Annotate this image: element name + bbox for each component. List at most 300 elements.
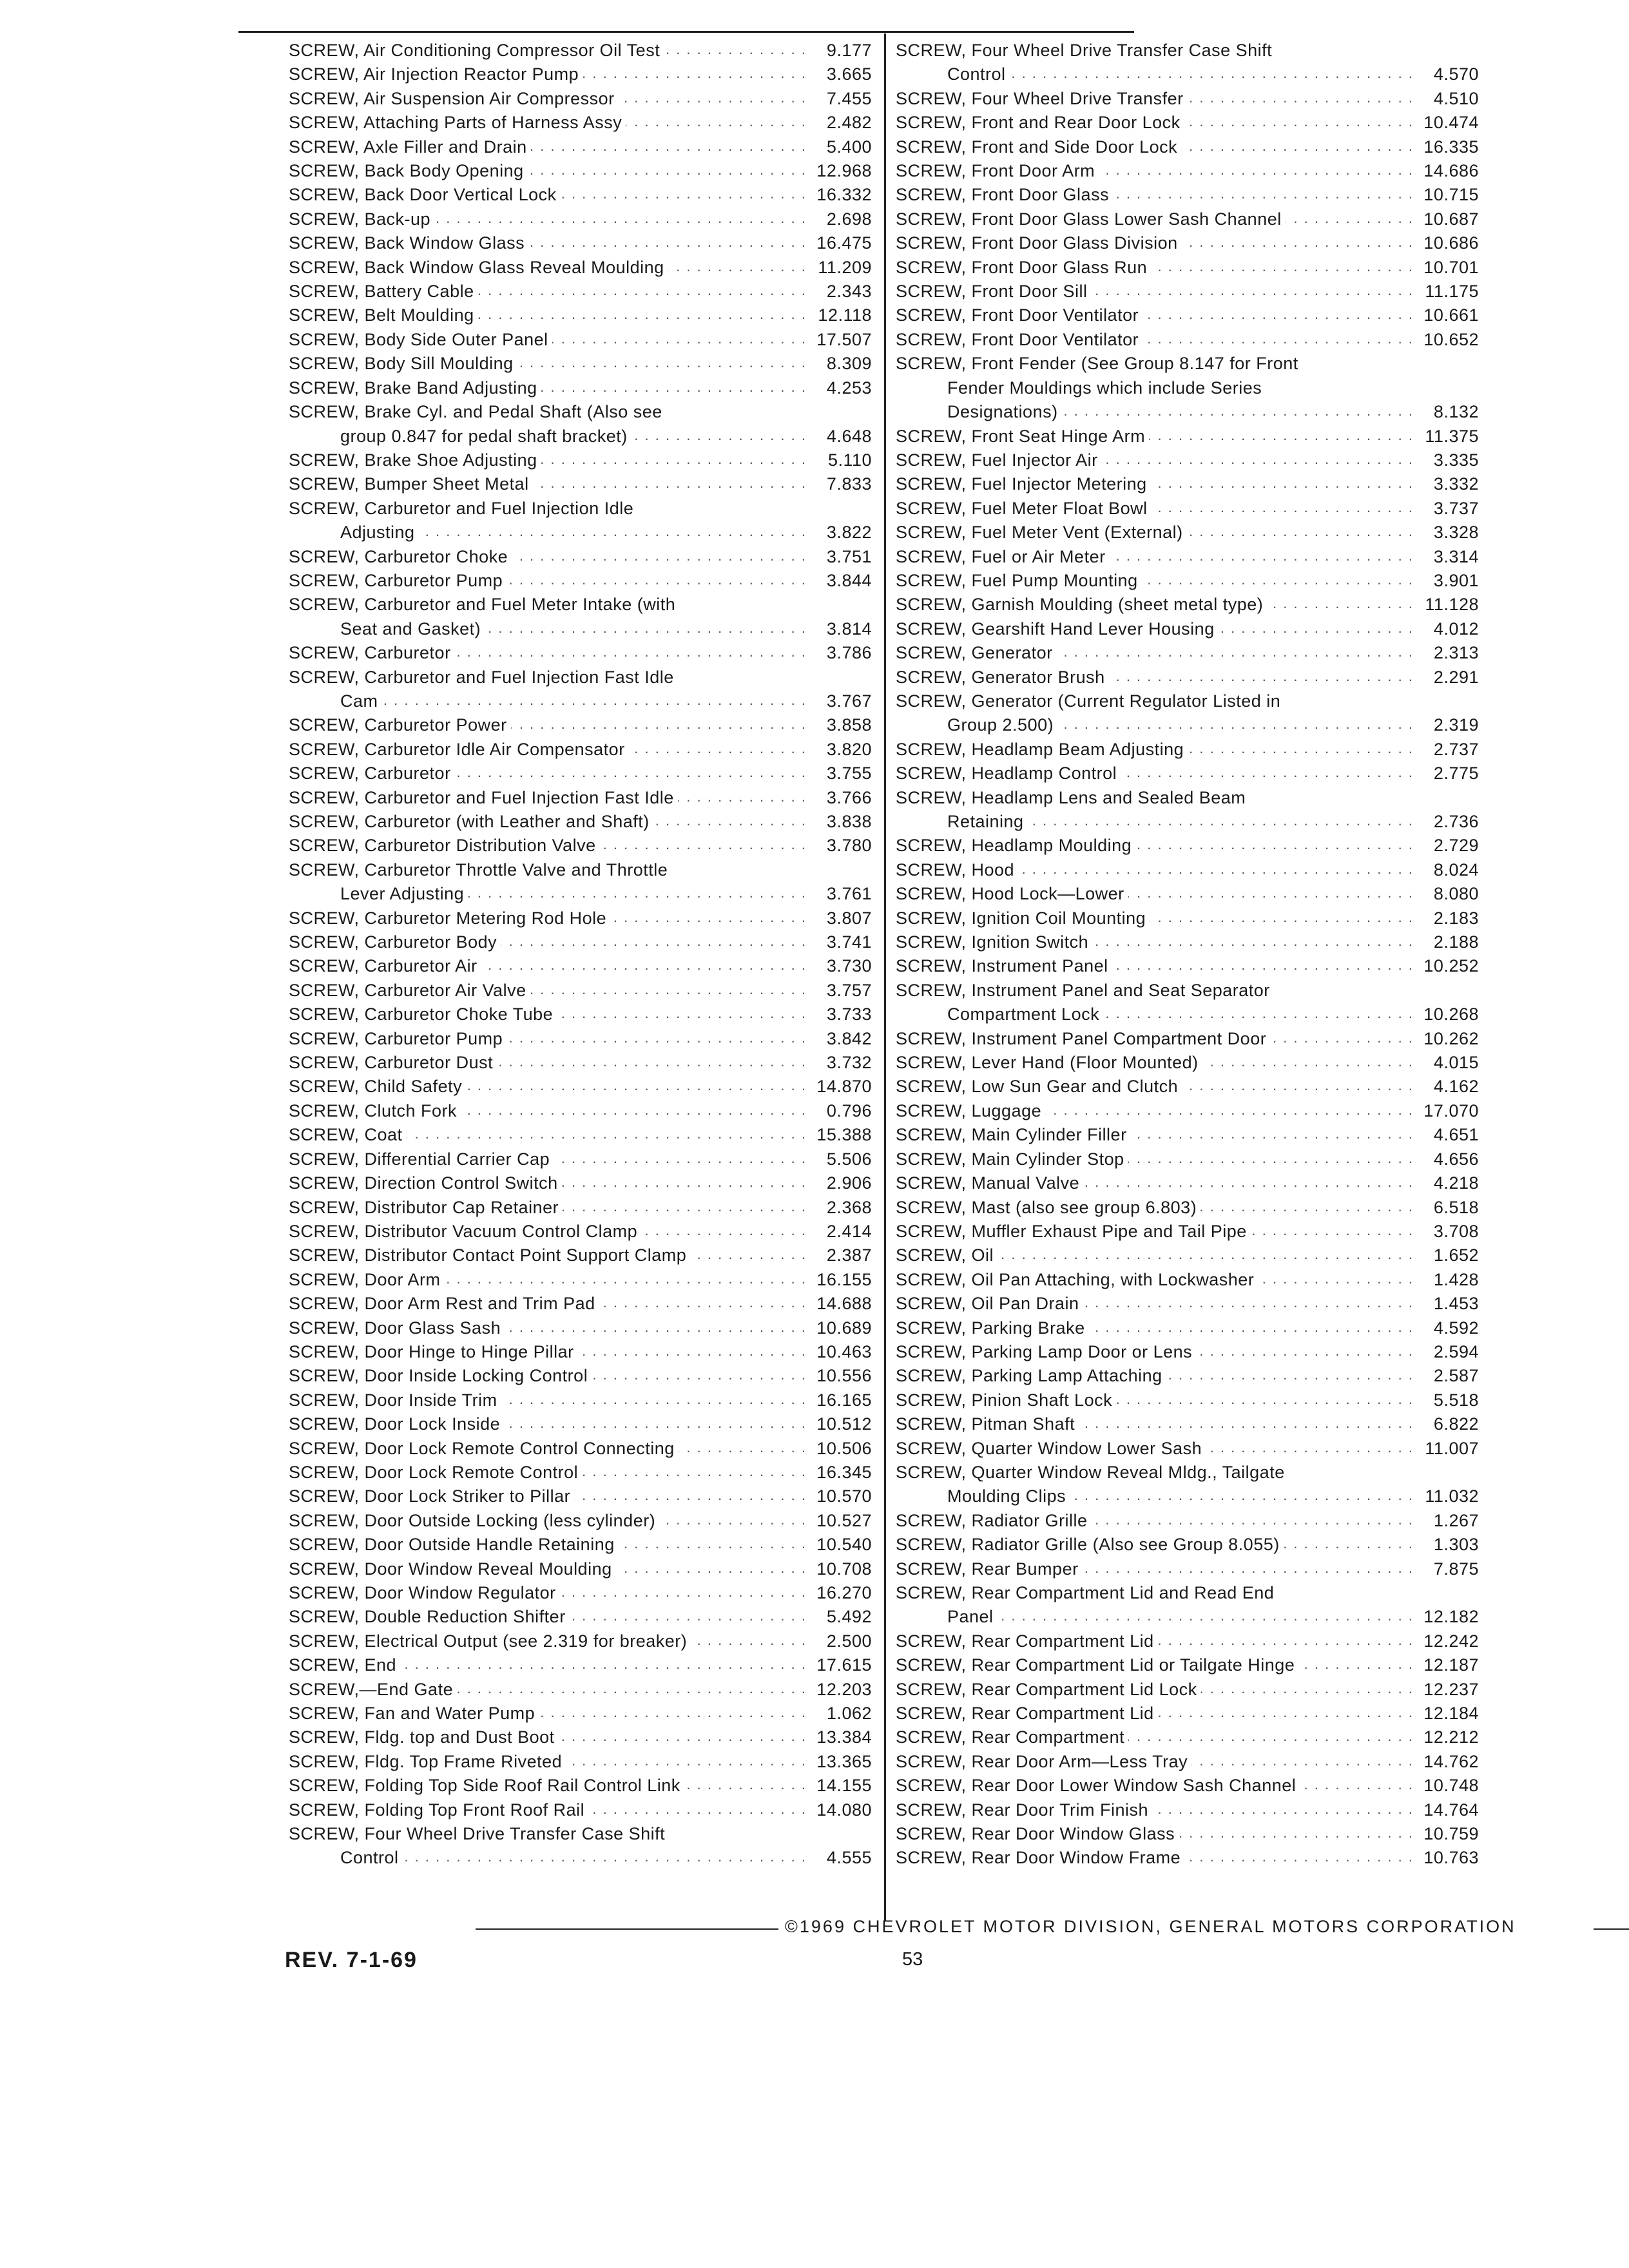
group-reference: 14.688 xyxy=(816,1294,872,1314)
index-entry xyxy=(289,62,872,86)
entry-text: SCREW, Main Cylinder Stop xyxy=(896,1149,1124,1169)
group-reference: 4.592 xyxy=(1433,1318,1479,1338)
index-entry xyxy=(896,979,1479,1027)
entry-text-continued: Retaining xyxy=(947,812,1024,831)
group-reference: 14.870 xyxy=(816,1077,872,1097)
group-reference: 3.766 xyxy=(826,787,872,807)
index-entry xyxy=(289,1725,872,1749)
index-entry xyxy=(896,159,1479,183)
entry-text: SCREW, Door Outside Locking (less cylinder) xyxy=(289,1510,656,1530)
entry-text: SCREW, Garnish Moulding (sheet metal type) xyxy=(896,595,1264,615)
group-reference: 4.651 xyxy=(1433,1125,1479,1145)
leader-dots xyxy=(403,1851,807,1870)
index-entry xyxy=(289,280,872,303)
entry-text: SCREW, Front Seat Hinge Arm xyxy=(896,426,1146,446)
index-entry xyxy=(896,1412,1479,1436)
group-reference: 8.309 xyxy=(826,354,872,374)
leader-dots xyxy=(512,550,807,569)
leader-dots xyxy=(530,983,807,1003)
entry-text: SCREW, Carburetor Pump xyxy=(289,1028,503,1048)
index-entry xyxy=(289,135,872,159)
entry-text: SCREW, Muffler Exhaust Pipe and Tail Pipe xyxy=(896,1221,1247,1241)
group-reference: 5.110 xyxy=(827,450,872,470)
index-entry xyxy=(896,472,1479,496)
leader-dots xyxy=(1188,91,1414,111)
entry-text: SCREW, Distributor Vacuum Control Clamp xyxy=(289,1221,638,1241)
leader-dots xyxy=(407,1128,807,1148)
entry-text: SCREW, Carburetor Power xyxy=(289,715,507,735)
group-reference: 10.540 xyxy=(816,1535,872,1555)
group-reference: 3.730 xyxy=(826,956,872,976)
group-reference: 3.844 xyxy=(826,570,872,590)
group-reference: 10.463 xyxy=(816,1341,872,1361)
entry-text: SCREW, Rear Door Window Frame xyxy=(896,1848,1181,1868)
entry-text: SCREW, Front Door Sill xyxy=(896,282,1088,302)
index-entry xyxy=(896,39,1479,87)
top-rule xyxy=(238,31,1134,33)
leader-dots xyxy=(455,767,807,786)
group-reference: 12.118 xyxy=(818,305,872,325)
entry-text: SCREW, Body Side Outer Panel xyxy=(289,329,548,349)
entry-text: SCREW, Carburetor Distribution Valve xyxy=(289,836,596,856)
leader-dots xyxy=(1116,1393,1414,1412)
entry-text: SCREW, Door Outside Handle Retaining xyxy=(289,1535,615,1555)
entry-text: SCREW, Front Door Glass Lower Sash Channel xyxy=(896,209,1282,229)
group-reference: 11.032 xyxy=(1425,1486,1479,1506)
index-entry xyxy=(289,1123,872,1147)
index-entry xyxy=(896,882,1479,906)
index-entry xyxy=(896,497,1479,521)
group-reference: 2.594 xyxy=(1433,1341,1479,1361)
entry-text: SCREW, Headlamp Control xyxy=(896,764,1117,783)
index-entry xyxy=(896,328,1479,352)
group-reference: 16.165 xyxy=(816,1390,872,1410)
entry-text: SCREW, Pitman Shaft xyxy=(896,1414,1075,1434)
entry-text: SCREW, Front and Rear Door Lock xyxy=(896,113,1181,133)
entry-text: SCREW, Door Lock Striker to Pillar xyxy=(289,1486,571,1506)
leader-dots xyxy=(600,839,807,858)
group-reference: 14.762 xyxy=(1423,1751,1479,1771)
group-reference: 9.177 xyxy=(826,41,872,60)
leader-dots xyxy=(583,68,807,87)
group-reference: 10.763 xyxy=(1423,1848,1479,1868)
index-entry xyxy=(896,1292,1479,1316)
group-reference: 17.507 xyxy=(816,329,872,349)
index-entry xyxy=(896,1051,1479,1075)
entry-text: SCREW, Parking Brake xyxy=(896,1318,1085,1338)
group-reference: 10.701 xyxy=(1423,257,1479,277)
leader-dots xyxy=(541,453,807,472)
group-reference: 4.162 xyxy=(1433,1077,1479,1097)
index-entry xyxy=(896,545,1479,569)
index-entry xyxy=(289,497,872,545)
leader-dots xyxy=(641,1224,807,1244)
index-entry xyxy=(289,1148,872,1171)
index-entry xyxy=(289,1822,872,1870)
leader-dots xyxy=(1151,477,1414,497)
index-entry xyxy=(896,1702,1479,1725)
group-reference: 10.686 xyxy=(1423,233,1479,253)
leader-dots xyxy=(1142,573,1414,593)
index-entry xyxy=(896,1196,1479,1220)
entry-text: SCREW, Rear Compartment Lid xyxy=(896,1631,1154,1651)
leader-dots xyxy=(1113,188,1414,207)
index-entry xyxy=(896,1822,1479,1846)
index-entry xyxy=(896,1075,1479,1099)
group-reference: 5.492 xyxy=(826,1607,872,1627)
index-entry xyxy=(896,1750,1479,1774)
group-reference: 10.527 xyxy=(816,1510,872,1530)
index-entry xyxy=(289,1485,872,1508)
index-entry xyxy=(289,593,872,641)
entry-text: SCREW, Door Arm Rest and Trim Pad xyxy=(289,1294,595,1314)
group-reference: 10.570 xyxy=(816,1486,872,1506)
group-reference: 4.012 xyxy=(1433,619,1479,639)
leader-dots xyxy=(1286,212,1414,231)
entry-text-continued: Group 2.500) xyxy=(947,715,1054,735)
leader-dots xyxy=(1018,863,1414,882)
entry-text: SCREW, Back Body Opening xyxy=(289,161,524,181)
index-entry xyxy=(896,834,1479,858)
entry-text: SCREW, Rear Bumper xyxy=(896,1559,1079,1579)
entry-text: SCREW, Instrument Panel xyxy=(896,956,1108,976)
entry-text: SCREW, Rear Compartment Lid Lock xyxy=(896,1679,1197,1699)
entry-text: SCREW, Differential Carrier Cap xyxy=(289,1149,550,1169)
entry-text: SCREW, Radiator Grille (Also see Group 8.055) xyxy=(896,1535,1280,1555)
leader-dots xyxy=(610,911,807,930)
leader-dots xyxy=(659,1514,807,1533)
entry-text: SCREW, Air Suspension Air Compressor xyxy=(289,88,615,108)
entry-text: SCREW, Back Door Vertical Lock xyxy=(289,185,557,205)
group-reference: 12.968 xyxy=(816,161,872,181)
index-entry xyxy=(289,1702,872,1725)
group-reference: 2.587 xyxy=(1433,1366,1479,1386)
index-entry xyxy=(289,1750,872,1774)
index-entry xyxy=(289,1364,872,1388)
index-entry xyxy=(289,183,872,207)
leader-dots xyxy=(497,1055,807,1075)
leader-dots xyxy=(1057,718,1414,738)
group-reference: 4.218 xyxy=(1433,1173,1479,1193)
leader-dots xyxy=(1010,68,1414,87)
leader-dots xyxy=(566,1754,807,1774)
index-entry xyxy=(289,1027,872,1051)
index-entry xyxy=(289,1412,872,1436)
index-entry xyxy=(896,617,1479,641)
leader-dots xyxy=(478,309,807,328)
entry-text: SCREW, Headlamp Lens and Sealed Beam xyxy=(896,787,1246,807)
entry-text: SCREW, Front Door Glass Division xyxy=(896,233,1178,253)
footer-rule-right xyxy=(1594,1928,1629,1930)
group-reference: 4.015 xyxy=(1433,1053,1479,1073)
index-entry xyxy=(896,907,1479,930)
entry-text: SCREW, Oil Pan Attaching, with Lockwasher xyxy=(896,1269,1255,1289)
leader-dots xyxy=(998,1249,1414,1268)
index-entry xyxy=(896,111,1479,135)
leader-dots xyxy=(629,742,807,762)
leader-dots xyxy=(1188,742,1414,762)
leader-dots xyxy=(1152,1803,1414,1822)
index-entry xyxy=(896,256,1479,280)
leader-dots xyxy=(445,1273,807,1292)
group-reference: 1.062 xyxy=(826,1704,872,1724)
leader-dots xyxy=(1135,839,1414,858)
group-reference: 2.775 xyxy=(1433,764,1479,783)
group-reference: 10.687 xyxy=(1423,209,1479,229)
leader-dots xyxy=(481,959,807,979)
index-entry xyxy=(289,1051,872,1075)
entry-text-continued: Moulding Clips xyxy=(947,1486,1066,1506)
entry-text: SCREW, Manual Valve xyxy=(896,1173,1080,1193)
leader-dots xyxy=(457,1682,807,1702)
group-reference: 4.555 xyxy=(826,1848,872,1868)
leader-dots xyxy=(1158,1706,1414,1725)
leader-dots xyxy=(1089,1321,1414,1340)
entry-text: SCREW, Door Inside Trim xyxy=(289,1390,497,1410)
leader-dots xyxy=(461,1104,807,1123)
group-reference: 10.262 xyxy=(1423,1028,1479,1048)
leader-dots xyxy=(1196,1345,1414,1364)
entry-text: SCREW, Rear Compartment Lid and Read End xyxy=(896,1583,1275,1602)
index-entry xyxy=(289,328,872,352)
entry-text: SCREW, Clutch Fork xyxy=(289,1100,458,1120)
group-reference: 11.209 xyxy=(818,257,872,277)
group-reference: 3.814 xyxy=(826,619,872,639)
leader-dots xyxy=(1206,1441,1414,1461)
group-reference: 2.343 xyxy=(826,282,872,302)
group-reference: 3.786 xyxy=(826,643,872,663)
entry-text: SCREW, Brake Band Adjusting xyxy=(289,378,537,398)
group-reference: 1.428 xyxy=(1433,1269,1479,1289)
group-reference: 2.414 xyxy=(826,1221,872,1241)
index-entry xyxy=(896,303,1479,327)
leader-dots xyxy=(619,91,807,111)
leader-dots xyxy=(455,646,807,666)
index-entry xyxy=(289,448,872,472)
entry-text: SCREW, Generator xyxy=(896,643,1053,663)
group-reference: 3.335 xyxy=(1433,450,1479,470)
leader-dots xyxy=(1070,1490,1414,1509)
group-reference: 15.388 xyxy=(816,1125,872,1145)
index-entry xyxy=(289,1389,872,1412)
group-reference: 10.512 xyxy=(816,1414,872,1434)
index-entry xyxy=(896,1268,1479,1292)
leader-dots xyxy=(588,1803,807,1822)
index-entry xyxy=(896,1364,1479,1388)
entry-text: SCREW, Front Door Arm xyxy=(896,161,1095,181)
index-entry xyxy=(289,1581,872,1605)
entry-text: SCREW, Front and Side Door Lock xyxy=(896,137,1178,157)
leader-dots xyxy=(570,1610,807,1629)
entry-text: SCREW, Carburetor Air xyxy=(289,956,477,976)
entry-text: SCREW,—End Gate xyxy=(289,1679,454,1699)
leader-dots xyxy=(1128,1152,1414,1171)
leader-dots xyxy=(468,887,807,907)
index-entry xyxy=(896,569,1479,593)
leader-dots xyxy=(1045,1104,1414,1123)
index-entry xyxy=(896,1509,1479,1533)
index-entry xyxy=(289,1171,872,1195)
leader-dots xyxy=(1128,1731,1414,1750)
leader-dots xyxy=(1179,1827,1414,1846)
leader-dots xyxy=(1251,1224,1414,1244)
group-reference: 2.737 xyxy=(1433,739,1479,759)
index-entry xyxy=(289,231,872,255)
entry-text: SCREW, Front Fender (See Group 8.147 for Front xyxy=(896,354,1298,374)
entry-text: SCREW, Carburetor Air Valve xyxy=(289,980,526,1000)
group-reference: 2.291 xyxy=(1433,667,1479,687)
entry-text: SCREW, Door Hinge to Hinge Pillar xyxy=(289,1341,574,1361)
group-reference: 10.708 xyxy=(816,1559,872,1579)
group-reference: 3.665 xyxy=(826,64,872,84)
leader-dots xyxy=(400,1658,807,1678)
entry-text: SCREW, Back Window Glass Reveal Moulding xyxy=(289,257,664,277)
entry-text: SCREW, Carburetor Choke xyxy=(289,546,508,566)
group-reference: 10.474 xyxy=(1423,113,1479,133)
entry-text: SCREW, Carburetor Pump xyxy=(289,570,503,590)
entry-text: SCREW, Four Wheel Drive Transfer Case Shift xyxy=(289,1824,666,1844)
leader-dots xyxy=(1102,453,1414,472)
entry-text: SCREW, Pinion Shaft Lock xyxy=(896,1390,1113,1410)
entry-text: SCREW, Rear Door Window Glass xyxy=(896,1824,1175,1844)
index-entry xyxy=(896,738,1479,762)
group-reference: 17.615 xyxy=(816,1655,872,1675)
entry-text: SCREW, Mast (also see group 6.803) xyxy=(896,1197,1197,1217)
index-entry xyxy=(896,425,1479,448)
leader-dots xyxy=(559,1731,807,1750)
group-reference: 12.212 xyxy=(1423,1727,1479,1747)
index-entry xyxy=(289,111,872,135)
index-entry xyxy=(289,1292,872,1316)
group-reference: 2.188 xyxy=(1433,932,1479,952)
entry-text: SCREW, Body Sill Moulding xyxy=(289,354,514,374)
index-entry xyxy=(896,954,1479,978)
leader-dots xyxy=(1152,501,1414,521)
index-entry xyxy=(289,1340,872,1364)
group-reference: 3.807 xyxy=(826,908,872,928)
leader-dots xyxy=(511,718,807,738)
entry-text-continued: Designations) xyxy=(947,402,1058,422)
leader-dots xyxy=(1187,526,1414,545)
entry-text: SCREW, Fldg. Top Frame Riveted xyxy=(289,1751,563,1771)
page-number: 53 xyxy=(902,1949,923,1970)
index-entry xyxy=(896,1653,1479,1677)
entry-text: SCREW, Carburetor Dust xyxy=(289,1053,494,1073)
leader-dots xyxy=(1083,1562,1414,1581)
leader-dots xyxy=(1110,550,1414,569)
entry-text: SCREW, Door Glass Sash xyxy=(289,1318,501,1338)
leader-dots xyxy=(1079,1418,1414,1437)
index-entry xyxy=(289,666,872,714)
index-entry xyxy=(896,135,1479,159)
entry-text: SCREW, Carburetor Idle Air Compensator xyxy=(289,739,625,759)
index-entry xyxy=(896,786,1479,834)
entry-text: SCREW, Parking Lamp Door or Lens xyxy=(896,1341,1193,1361)
index-entry xyxy=(896,1340,1479,1364)
index-entry xyxy=(896,183,1479,207)
index-entry xyxy=(289,1244,872,1267)
leader-dots xyxy=(504,1418,807,1437)
entry-text: SCREW, Quarter Window Reveal Mldg., Tailgate xyxy=(896,1462,1285,1482)
group-reference: 7.455 xyxy=(826,88,872,108)
leader-dots xyxy=(1092,935,1414,954)
entry-text: SCREW, Radiator Grille xyxy=(896,1510,1088,1530)
group-reference: 10.252 xyxy=(1423,956,1479,976)
leader-dots xyxy=(419,526,807,545)
group-reference: 3.733 xyxy=(826,1004,872,1024)
entry-text: SCREW, Door Window Reveal Moulding xyxy=(289,1559,612,1579)
group-reference: 6.822 xyxy=(1433,1414,1479,1434)
entry-text: SCREW, Four Wheel Drive Transfer Case Shift xyxy=(896,41,1273,60)
entry-text: SCREW, Rear Compartment Lid or Tailgate Hinge xyxy=(896,1655,1295,1675)
revision-label: REV. 7-1-69 xyxy=(285,1948,418,1972)
group-reference: 3.858 xyxy=(826,715,872,735)
leader-dots xyxy=(501,935,807,954)
entry-text: SCREW, Oil Pan Drain xyxy=(896,1294,1079,1314)
leader-dots xyxy=(998,1610,1414,1629)
index-entry xyxy=(289,907,872,930)
group-reference: 2.482 xyxy=(826,113,872,133)
index-entry xyxy=(896,1798,1479,1822)
group-reference: 10.268 xyxy=(1423,1004,1479,1024)
entry-text: SCREW, Headlamp Moulding xyxy=(896,836,1132,856)
group-reference: 3.842 xyxy=(826,1028,872,1048)
entry-text: SCREW, Rear Door Lower Window Sash Channel xyxy=(896,1776,1296,1796)
leader-dots xyxy=(578,1345,807,1364)
leader-dots xyxy=(506,1032,807,1051)
group-reference: 5.506 xyxy=(826,1149,872,1169)
leader-dots xyxy=(1131,1128,1414,1148)
leader-dots xyxy=(501,1393,807,1412)
index-entry xyxy=(289,1509,872,1533)
group-reference: 1.303 xyxy=(1433,1535,1479,1555)
leader-dots xyxy=(478,284,807,303)
leader-dots xyxy=(1200,1200,1414,1220)
leader-dots xyxy=(1103,1008,1414,1027)
group-reference: 10.661 xyxy=(1423,305,1479,325)
entry-text: SCREW, Oil xyxy=(896,1245,994,1265)
entry-text: SCREW, Lever Hand (Floor Mounted) xyxy=(896,1053,1199,1073)
group-reference: 0.796 xyxy=(826,1100,872,1120)
index-entry xyxy=(289,738,872,762)
leader-dots xyxy=(382,694,807,713)
entry-text: SCREW, Carburetor and Fuel Injection Idle xyxy=(289,498,634,518)
entry-text: SCREW, Brake Cyl. and Pedal Shaft (Also see xyxy=(289,402,662,422)
index-entry xyxy=(896,1629,1479,1653)
entry-text: SCREW, Fldg. top and Dust Boot xyxy=(289,1727,555,1747)
leader-dots xyxy=(1142,309,1414,328)
index-entry xyxy=(289,159,872,183)
group-reference: 8.080 xyxy=(1433,884,1479,904)
index-entry xyxy=(896,1557,1479,1581)
group-reference: 3.737 xyxy=(1433,498,1479,518)
group-reference: 2.736 xyxy=(1433,812,1479,831)
group-reference: 17.070 xyxy=(1423,1100,1479,1120)
leader-dots xyxy=(679,1441,807,1461)
group-reference: 16.270 xyxy=(816,1583,872,1602)
leader-dots xyxy=(1270,1032,1414,1051)
entry-text: SCREW, Rear Compartment Lid xyxy=(896,1704,1154,1724)
leader-dots xyxy=(664,43,807,62)
leader-dots xyxy=(434,212,807,231)
index-entry xyxy=(896,1123,1479,1147)
entry-text: SCREW, Back Window Glass xyxy=(289,233,525,253)
leader-dots xyxy=(1083,1177,1414,1196)
group-reference: 3.761 xyxy=(826,884,872,904)
leader-dots xyxy=(1109,670,1414,689)
leader-dots xyxy=(561,188,807,207)
entry-text: SCREW, Fuel Injector Metering xyxy=(896,474,1147,494)
